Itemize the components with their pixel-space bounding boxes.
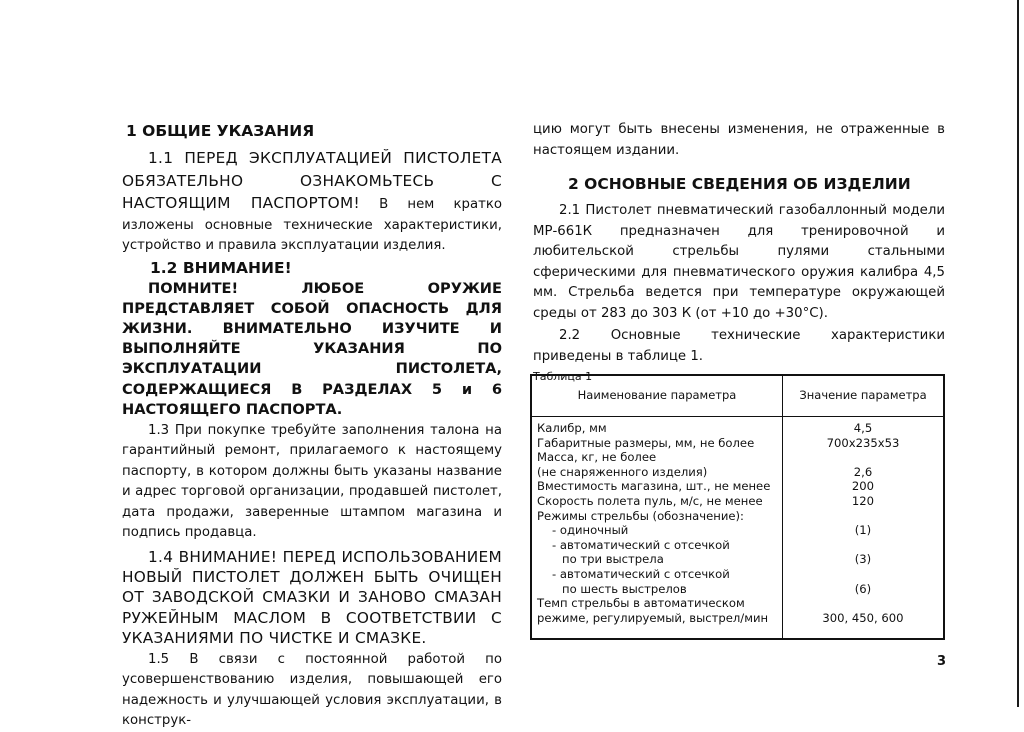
row-name: (не снаряженного изделия) bbox=[537, 464, 708, 479]
paragraph-2-1: 2.1 Пистолет пневматический газобаллонный модели МР-661К предназначен для тренировочной и любительской стрельбы пулями стальными сферическими для пневматического оружия калибра 4,5 мм. Стрельба ведется при температуре окружающей среды от 283 до 303 К (от +10 до +30°С). bbox=[533, 203, 945, 321]
table-row bbox=[532, 494, 943, 509]
row-name: Вместимость магазина, шт., не менее bbox=[537, 479, 771, 494]
row-name: Калибр, мм bbox=[537, 421, 607, 435]
table-body bbox=[532, 421, 943, 625]
row-name: - автоматический с отсечкой bbox=[552, 537, 730, 552]
table-row bbox=[532, 509, 943, 524]
parameters-table bbox=[530, 374, 945, 640]
table-row bbox=[532, 611, 943, 626]
paragraph-1-5: 1.5 В связи с постоянной работой по усовершенствованию изделия, повышающей его надежность и улучшающей условия эксплуатации, в конструк- bbox=[122, 651, 502, 729]
section-1-2-heading: 1.2 ВНИМАНИЕ! bbox=[150, 258, 292, 277]
row-name: Габаритные размеры, мм, не более bbox=[537, 435, 755, 450]
table-row bbox=[532, 538, 943, 553]
table-header-value: Значение параметра bbox=[799, 388, 927, 402]
page-edge-line bbox=[1017, 0, 1019, 707]
table-row bbox=[532, 582, 943, 597]
row-name: Скорость полета пуль, м/с, не менее bbox=[537, 493, 763, 508]
row-value: (1) bbox=[854, 523, 872, 538]
row-name: Масса, кг, не более bbox=[537, 450, 657, 465]
paragraph-1-5-continued: цию могут быть внесены изменения, не отраженные в настоящем издании. bbox=[533, 122, 945, 158]
row-value: (3) bbox=[854, 552, 872, 567]
section-2-heading: 2 ОСНОВНЫЕ СВЕДЕНИЯ ОБ ИЗДЕЛИИ bbox=[568, 175, 911, 193]
paragraph-1-3: 1.3 При покупке требуйте заполнения талона на гарантийный ремонт, прилагаемого к настоящему паспорту, в котором должны быть указаны название и адрес торговой организации, продавшей пистолет, дата продажи, заверенные штампом магазина и подпись продавца. bbox=[122, 422, 502, 541]
paragraph-1-1 bbox=[122, 148, 502, 257]
table-row bbox=[532, 465, 943, 480]
left-column bbox=[122, 120, 502, 732]
table-row bbox=[532, 421, 943, 436]
table-row bbox=[532, 596, 943, 611]
row-name: - автоматический с отсечкой bbox=[552, 566, 730, 581]
paragraph-2-2: 2.2 Основные технические характеристики приведены в таблице 1. bbox=[533, 328, 945, 364]
row-value: (6) bbox=[854, 581, 872, 596]
table-row bbox=[532, 436, 943, 451]
page-number: 3 bbox=[937, 654, 947, 669]
row-name: - одиночный bbox=[552, 523, 629, 538]
row-value: 700x235x53 bbox=[826, 435, 900, 450]
row-name: Темп стрельбы в автоматическом bbox=[537, 596, 745, 611]
paragraph-1-4: 1.4 ВНИМАНИЕ! ПЕРЕД ИСПОЛЬЗОВАНИЕМ НОВЫЙ ПИСТОЛЕТ ДОЛЖЕН БЫТЬ ОЧИЩЕН ОТ ЗАВОДСКОЙ СМАЗКИ И ЗАНОВО СМАЗАН РУЖЕЙНЫМ МАСЛОМ В СООТВЕТСТВИИ С УКАЗАНИЯМИ ПО ЧИСТКЕ И СМАЗКЕ. bbox=[122, 547, 502, 647]
table-row bbox=[532, 450, 943, 465]
section-1-heading: 1 ОБЩИЕ УКАЗАНИЯ bbox=[126, 122, 315, 140]
row-name: по шесть выстрелов bbox=[562, 581, 687, 596]
paragraph-1-1-caps: 1.1 ПЕРЕД ЭКСПЛУАТАЦИЕЙ ПИСТОЛЕТА ОБЯЗАТЕЛЬНО ОЗНАКОМЬТЕСЬ С НАСТОЯЩИМ ПАСПОРТОМ! bbox=[122, 149, 502, 212]
paragraph-1-1-text: В нем кратко изложены основные технические характеристики, устройство и правила эксплуатации изделия. bbox=[122, 197, 503, 253]
right-column bbox=[533, 120, 945, 385]
table-row bbox=[532, 523, 943, 538]
warning-paragraph: ПОМНИТЕ! ЛЮБОЕ ОРУЖИЕ ПРЕДСТАВЛЯЕТ СОБОЙ ОПАСНОСТЬ ДЛЯ ЖИЗНИ. ВНИМАТЕЛЬНО ИЗУЧИТЕ И ВЫПОЛНЯЙТЕ УКАЗАНИЯ ПО ЭКСПЛУАТАЦИИ ПИСТОЛЕТА, СОДЕРЖАЩИЕСЯ В РАЗДЕЛАХ 5 и 6 НАСТОЯЩЕГО ПАСПОРТА. bbox=[122, 279, 502, 418]
row-name: по три выстрела bbox=[562, 552, 664, 567]
table-header bbox=[532, 376, 943, 417]
table-caption: Таблица 1 bbox=[533, 370, 593, 383]
row-value: 120 bbox=[851, 493, 875, 508]
row-value: 200 bbox=[851, 479, 875, 494]
table-row bbox=[532, 567, 943, 582]
table-row bbox=[532, 552, 943, 567]
row-value: 4,5 bbox=[853, 421, 873, 435]
table-header-name: Наименование параметра bbox=[577, 388, 737, 402]
table-row bbox=[532, 479, 943, 494]
row-value: 2,6 bbox=[853, 464, 873, 479]
row-name: режиме, регулируемый, выстрел/мин bbox=[537, 610, 769, 625]
row-name: Режимы стрельбы (обозначение): bbox=[537, 508, 744, 523]
row-value: 300, 450, 600 bbox=[822, 610, 904, 625]
